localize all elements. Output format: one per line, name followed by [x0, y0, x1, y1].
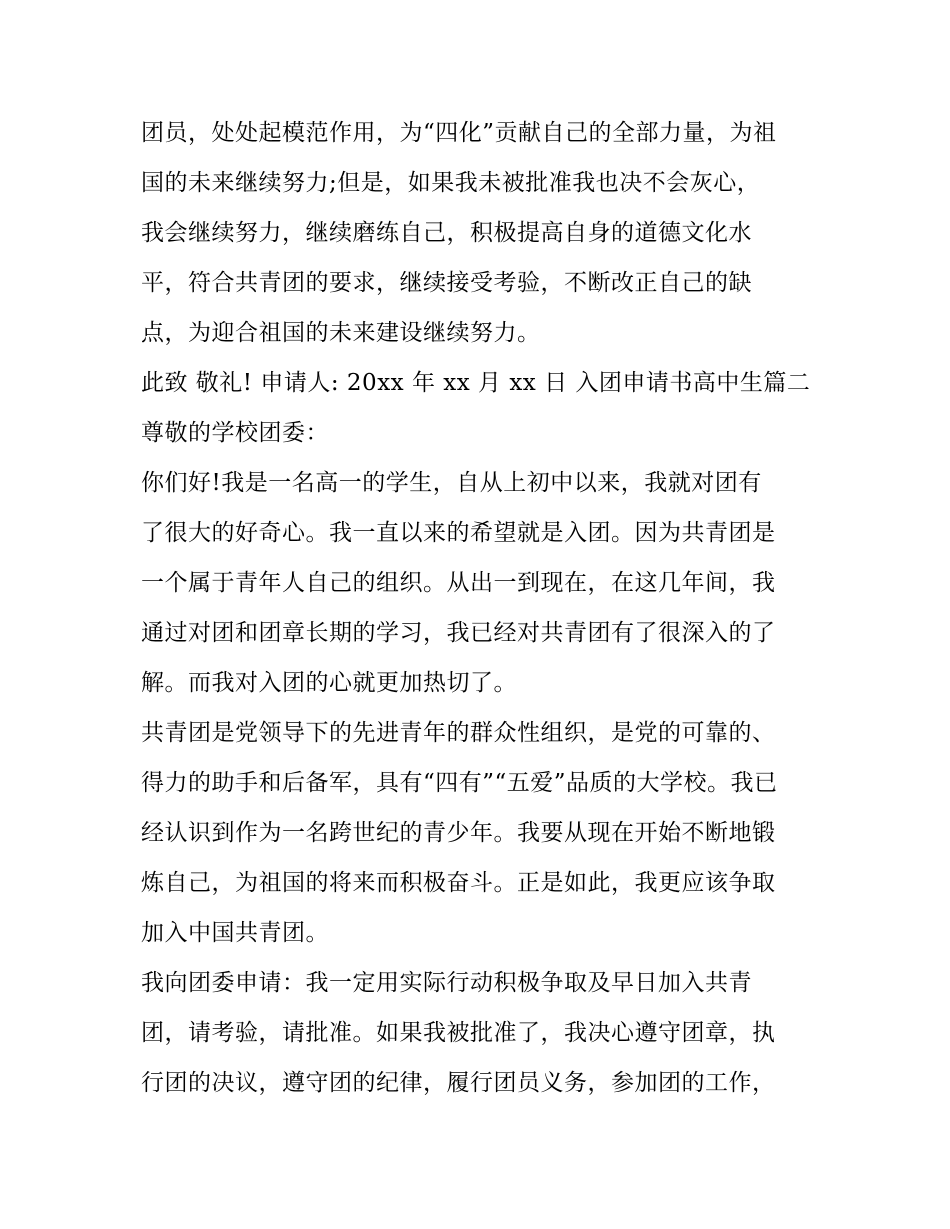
text-line: 你们好!我是一名高一的学生，自从上初中以来，我就对团有: [141, 470, 762, 496]
text-line: 国的未来继续努力;但是，如果我未被批准我也决不会灰心，: [141, 170, 761, 196]
text-line: 通过对团和团章长期的学习，我已经对共青团有了很深入的了: [141, 620, 776, 646]
text-line: 一个属于青年人自己的组织。从出一到现在，在这几年间，我: [141, 570, 776, 596]
text-line: 我会继续努力，继续磨练自己，积极提高自身的道德文化水: [141, 220, 752, 246]
salutation-line: 尊敬的学校团委：: [141, 420, 329, 446]
document-body: [141, 108, 821, 1108]
text-line: 平，符合共青团的要求，继续接受考验，不断改正自己的缺: [141, 270, 752, 296]
text-line: 经认识到作为一名跨世纪的青少年。我要从现在开始不断地锻: [141, 820, 776, 846]
text-line: 行团的决议，遵守团的纪律，履行团员义务，参加团的工作，: [141, 1070, 776, 1096]
text-line: 得力的助手和后备军，具有“四有”“五爱”品质的大学校。我已: [141, 770, 778, 796]
text-line: 加入中国共青团。: [141, 920, 329, 946]
text-line: 团员，处处起模范作用，为“四化”贡献自己的全部力量，为祖: [141, 120, 777, 146]
text-line: 了很大的好奇心。我一直以来的希望就是入团。因为共青团是: [141, 520, 776, 546]
text-line: 点，为迎合祖国的未来建设继续努力。: [141, 320, 541, 346]
text-line: 炼自己，为祖国的将来而积极奋斗。正是如此，我更应该争取: [141, 870, 776, 896]
text-line: 解。而我对入团的心就更加热切了。: [141, 670, 517, 696]
text-line: 共青团是党领导下的先进青年的群众性组织，是党的可靠的、: [141, 720, 776, 746]
closing-signature-line: 此致 敬礼! 申请人: 20xx 年 xx 月 xx 日 入团申请书高中生篇二: [141, 370, 811, 396]
text-line: 团，请考验，请批准。如果我被批准了，我决心遵守团章，执: [141, 1020, 776, 1046]
text-line: 我向团委申请：我一定用实际行动积极争取及早日加入共青: [141, 970, 752, 996]
